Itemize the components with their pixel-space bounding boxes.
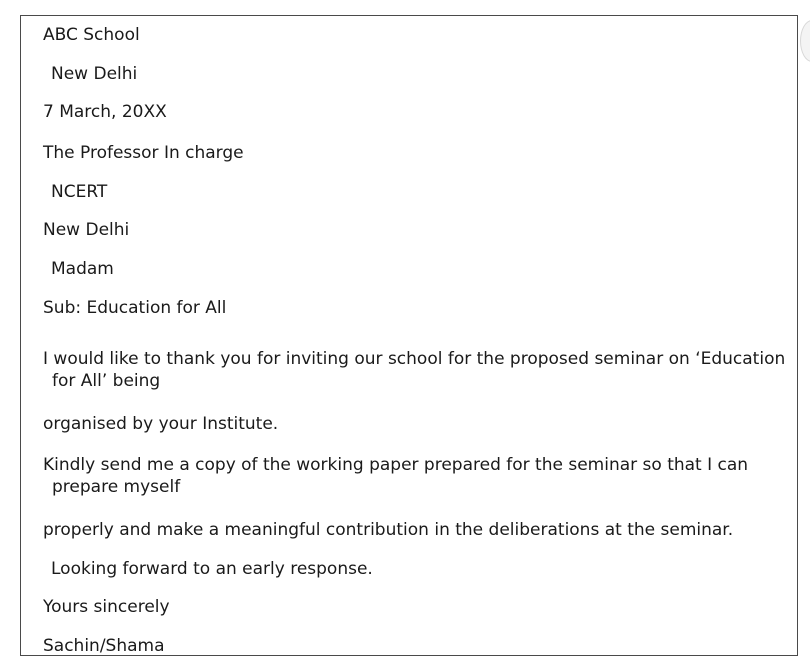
recipient-org: NCERT	[51, 182, 108, 202]
body-paragraph-1-line: I would like to thank you for inviting our school for the proposed seminar on ‘Education	[43, 349, 786, 369]
body-paragraph-2-end: properly and make a meaningful contribution in the deliberations at the seminar.	[43, 520, 734, 540]
recipient-city: New Delhi	[43, 220, 130, 240]
sign-off: Yours sincerely	[43, 597, 170, 617]
sender-name: ABC School	[43, 25, 140, 45]
body-paragraph-2	[43, 454, 803, 498]
subject-line: Sub: Education for All	[43, 298, 227, 318]
letter-box	[20, 15, 798, 656]
closing-line: Looking forward to an early response.	[51, 559, 373, 579]
sender-city: New Delhi	[51, 64, 138, 84]
body-paragraph-1-end: organised by your Institute.	[43, 414, 279, 434]
scroll-edge-indicator	[800, 20, 810, 62]
body-paragraph-1	[43, 348, 803, 392]
body-paragraph-2-line: Kindly send me a copy of the working paper prepared for the seminar so that I can	[43, 455, 749, 475]
recipient-title: The Professor In charge	[43, 143, 244, 163]
body-paragraph-1-continuation: for All’ being	[52, 371, 161, 391]
signature: Sachin/Shama	[43, 636, 165, 656]
salutation: Madam	[51, 259, 114, 279]
body-paragraph-2-continuation: prepare myself	[52, 477, 181, 497]
letter-date: 7 March, 20XX	[43, 102, 167, 122]
